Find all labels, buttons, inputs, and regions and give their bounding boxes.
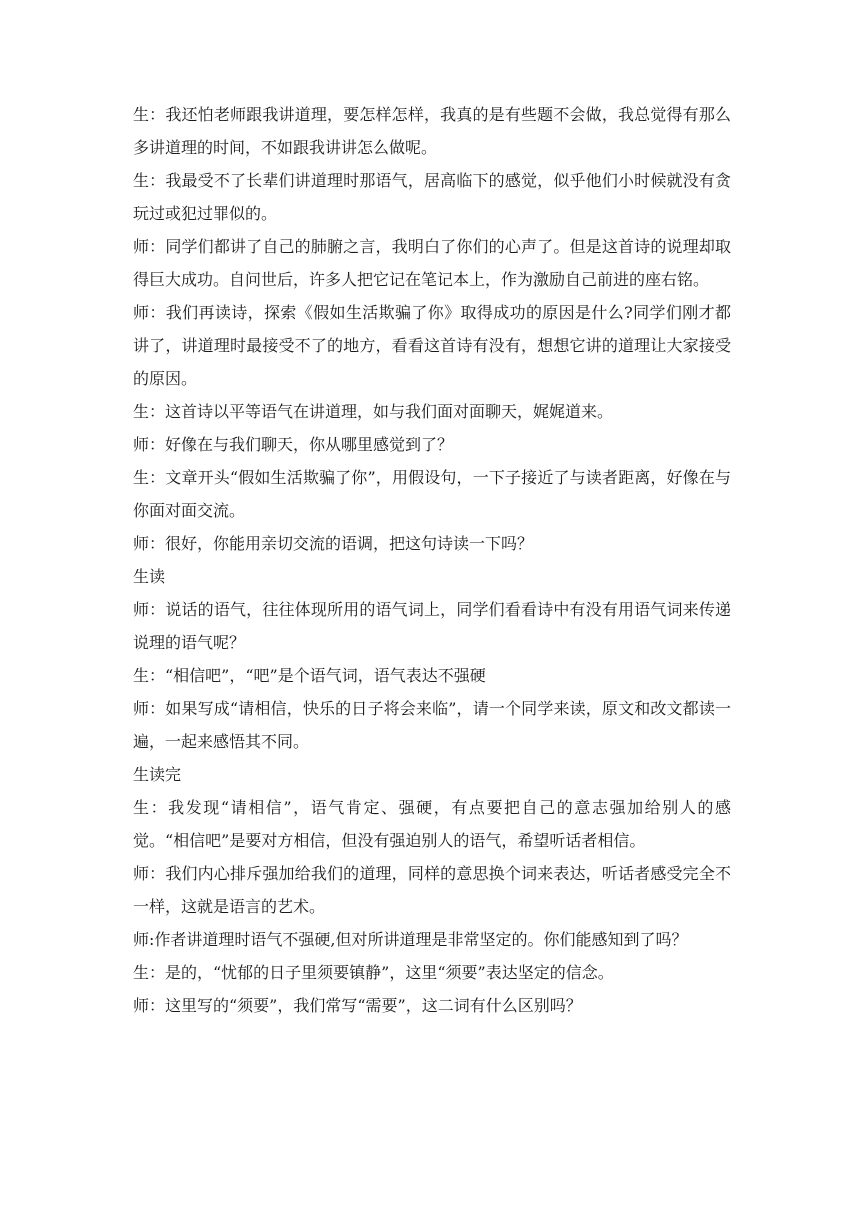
document-body xyxy=(133,98,731,1022)
paragraph: 生：文章开头“假如生活欺骗了你”，用假设句，一下子接近了与读者距离，好像在与你面对面交流。 xyxy=(133,468,731,520)
paragraph: 师：同学们都讲了自己的肺腑之言，我明白了你们的心声了。但是这首诗的说理却取得巨大成功。自问世后，许多人把它记在笔记本上，作为激励自己前进的座右铭。 xyxy=(133,237,731,289)
paragraph: 师：我们再读诗，探索《假如生活欺骗了你》取得成功的原因是什么?同学们刚才都讲了，讲道理时最接受不了的地方，看看这首诗有没有，想想它讲的道理让大家接受的原因。 xyxy=(133,303,731,388)
paragraph: 师：我们内心排斥强加给我们的道理，同样的意思换个词来表达，听话者感受完全不一样，这就是语言的艺术。 xyxy=(133,864,731,916)
paragraph: 师：说话的语气，往往体现所用的语气词上，同学们看看诗中有没有用语气词来传递说理的语气呢？ xyxy=(133,600,731,652)
paragraph: 生：是的，“忧郁的日子里须要镇静”，这里“须要”表达坚定的信念。 xyxy=(133,963,614,982)
paragraph: 生：“相信吧”，“吧”是个语气词，语气表达不强硬 xyxy=(133,666,486,685)
paragraph: 生：这首诗以平等语气在讲道理，如与我们面对面聊天，娓娓道来。 xyxy=(133,402,614,421)
paragraph: 师：很好，你能用亲切交流的语调，把这句诗读一下吗？ xyxy=(133,534,534,553)
paragraph: 生：我还怕老师跟我讲道理，要怎样怎样，我真的是有些题不会做，我总觉得有那么多讲道理的时间，不如跟我讲讲怎么做呢。 xyxy=(133,105,731,157)
paragraph: 生：我发现“请相信”，语气肯定、强硬，有点要把自己的意志强加给别人的感觉。“相信吧”是要对方相信，但没有强迫别人的语气，希望听话者相信。 xyxy=(133,798,731,850)
paragraph: 师:作者讲道理时语气不强硬,但对所讲道理是非常坚定的。你们能感知到了吗？ xyxy=(133,930,688,949)
paragraph: 师：如果写成“请相信，快乐的日子将会来临”，请一个同学来读，原文和改文都读一遍，一起来感悟其不同。 xyxy=(133,699,731,751)
paragraph: 师：好像在与我们聊天，你从哪里感觉到了？ xyxy=(133,435,454,454)
paragraph: 生读完 xyxy=(133,765,182,784)
paragraph: 生读 xyxy=(133,567,166,586)
paragraph: 师：这里写的“须要”，我们常写“需要”，这二词有什么区别吗？ xyxy=(133,996,582,1015)
paragraph: 生：我最受不了长辈们讲道理时那语气，居高临下的感觉，似乎他们小时候就没有贪玩过或犯过罪似的。 xyxy=(133,171,731,223)
